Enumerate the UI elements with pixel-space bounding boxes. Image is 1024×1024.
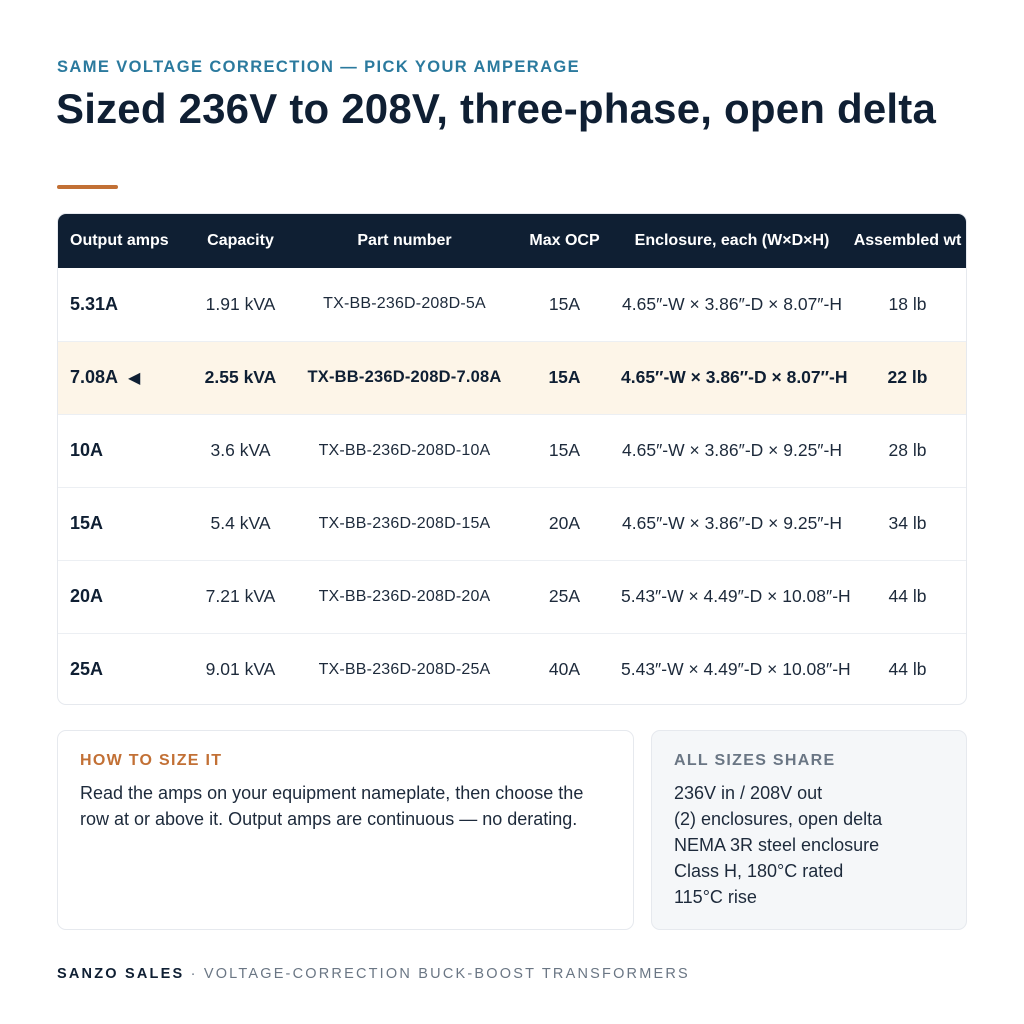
cell-enclosure: 4.65″-W × 3.86″-D × 9.25″-H xyxy=(622,513,842,533)
cell-weight: 22 lb xyxy=(887,367,928,387)
footer-tagline: · VOLTAGE-CORRECTION BUCK-BOOST TRANSFORMERS xyxy=(190,966,690,982)
cell-part-number: TX-BB-236D-208D-20A xyxy=(318,587,491,605)
table-row[interactable] xyxy=(58,414,967,487)
cell-max-ocp: 40A xyxy=(548,659,581,680)
shared-spec-list xyxy=(674,780,944,910)
cell-output-amps: 25A xyxy=(70,659,104,680)
cell-enclosure: 5.43″-W × 4.49″-D × 10.08″-H xyxy=(621,586,851,606)
cell-weight: 18 lb xyxy=(888,293,927,314)
cell-capacity: 3.6 kVA xyxy=(210,440,271,460)
cell-output-amps: 15A xyxy=(70,513,104,533)
column-header-capacity: Capacity xyxy=(207,232,274,249)
table-row-selected[interactable] xyxy=(58,341,967,414)
list-item: Class H, 180°C rated xyxy=(674,861,844,881)
cell-max-ocp: 15A xyxy=(548,367,581,387)
table-header-row xyxy=(58,214,967,268)
cell-output-amps: 5.31A xyxy=(70,293,119,314)
cell-output-amps-value: 7.08A xyxy=(70,367,119,387)
cell-capacity: 5.4 kVA xyxy=(210,513,271,533)
cell-part-number: TX-BB-236D-208D-10A xyxy=(318,441,491,459)
title-accent-rule xyxy=(57,185,118,189)
how-to-size-body: Read the amps on your equipment nameplate, then choose the row at or above it. Output amps are continuous — no derating. xyxy=(80,783,584,829)
cell-max-ocp: 25A xyxy=(548,586,581,606)
eyebrow-label: SAME VOLTAGE CORRECTION — PICK YOUR AMPERAGE xyxy=(57,58,581,76)
cell-output-amps: 10A xyxy=(70,440,104,460)
cell-enclosure: 4.65″-W × 3.86″-D × 9.25″-H xyxy=(622,440,842,460)
column-header-max-ocp: Max OCP xyxy=(529,232,600,249)
cell-output-amps xyxy=(58,341,184,414)
cell-enclosure: 5.43″-W × 4.49″-D × 10.08″-H xyxy=(621,659,851,680)
how-to-size-heading: HOW TO SIZE IT xyxy=(80,752,223,769)
column-header-part-number: Part number xyxy=(357,232,452,249)
column-header-output-amps: Output amps xyxy=(70,232,169,249)
table-row[interactable] xyxy=(58,487,967,560)
cell-capacity: 1.91 kVA xyxy=(205,293,276,314)
selected-marker-icon: ◀ xyxy=(128,370,141,387)
page-title: Sized 236V to 208V, three-phase, open delta xyxy=(56,85,937,132)
table-row[interactable] xyxy=(58,268,967,341)
cell-weight: 44 lb xyxy=(888,586,927,606)
cell-weight: 34 lb xyxy=(888,513,927,533)
column-header-assembled-weight: Assembled wt xyxy=(853,232,962,249)
cell-part-number: TX-BB-236D-208D-5A xyxy=(323,295,486,313)
cell-weight: 44 lb xyxy=(888,659,927,680)
cell-max-ocp: 15A xyxy=(548,440,581,460)
footer xyxy=(57,966,690,982)
all-sizes-share-heading: ALL SIZES SHARE xyxy=(674,752,836,769)
all-sizes-share-card xyxy=(651,730,967,930)
how-to-size-card xyxy=(57,730,634,930)
cell-max-ocp: 15A xyxy=(548,293,581,314)
list-item: 236V in / 208V out xyxy=(674,783,823,803)
sizing-table xyxy=(57,213,967,705)
cell-weight: 28 lb xyxy=(888,440,927,460)
cell-enclosure: 4.65″-W × 3.86″-D × 8.07″-H xyxy=(622,293,842,314)
list-item: 115°C rise xyxy=(674,887,757,907)
cell-capacity: 7.21 kVA xyxy=(205,586,276,606)
list-item: (2) enclosures, open delta xyxy=(674,809,883,829)
cell-capacity: 9.01 kVA xyxy=(205,659,276,680)
footer-brand: SANZO SALES xyxy=(57,966,185,982)
cell-capacity: 2.55 kVA xyxy=(204,367,277,387)
cell-part-number: TX-BB-236D-208D-15A xyxy=(318,514,491,532)
list-item: NEMA 3R steel enclosure xyxy=(674,835,880,855)
cell-max-ocp: 20A xyxy=(548,513,581,533)
cell-part-number: TX-BB-236D-208D-7.08A xyxy=(307,368,502,386)
table-row[interactable] xyxy=(58,633,967,705)
cell-enclosure: 4.65″-W × 3.86″-D × 8.07″-H xyxy=(621,367,848,387)
cell-output-amps: 20A xyxy=(70,586,104,606)
cell-part-number: TX-BB-236D-208D-25A xyxy=(318,660,491,678)
column-header-enclosure: Enclosure, each (W×D×H) xyxy=(634,232,830,249)
table-row[interactable] xyxy=(58,560,967,633)
